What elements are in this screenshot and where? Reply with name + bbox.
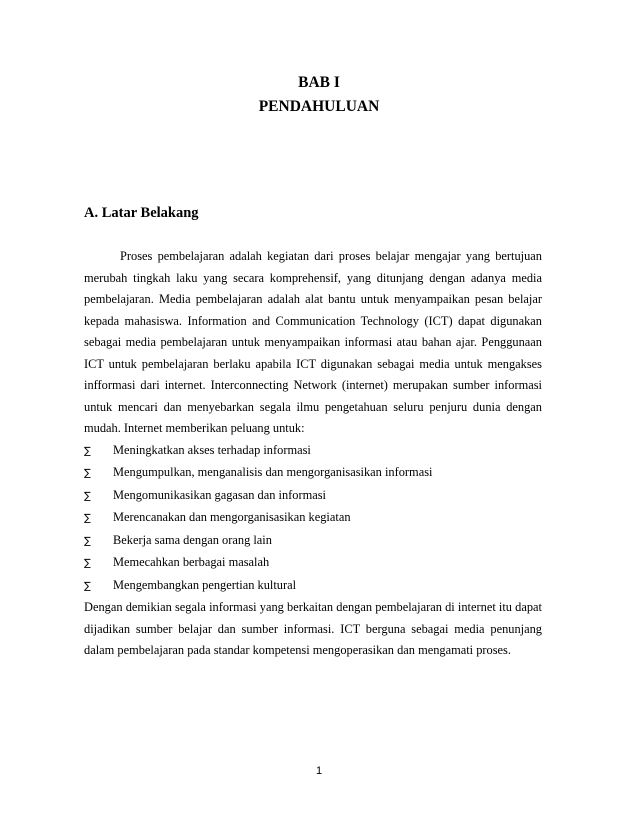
list-item: [84, 552, 542, 575]
bullet-icon: ∑: [84, 490, 91, 502]
list-item: [84, 507, 542, 530]
closing-paragraph: Dengan demikian segala informasi yang berkaitan dengan pembelajaran di internet itu dapat dijadikan sumber belajar dan sumber informasi. ICT berguna sebagai media penunjang dalam pembelajaran pada standar kompetensi mengoperasikan dan mengamati proses.: [84, 600, 542, 657]
chapter-title: PENDAHULUAN: [258, 98, 380, 115]
list-item-text: Memecahkan berbagai masalah: [113, 555, 270, 569]
list-item: [84, 462, 542, 485]
chapter-number: BAB I: [298, 74, 340, 91]
bullet-icon: ∑: [84, 535, 91, 547]
intro-paragraph: Proses pembelajaran adalah kegiatan dari proses belajar mengajar yang bertujuan merubah tingkah laku yang secara komprehensif, yang ditunjang dengan adanya media pembelajaran. Media pembelajaran adalah alat bantu untuk menyampaikan pesan belajar kepada mahasiswa. Information and Communication Technology (ICT) dapat digunakan sebagai media pembelajaran untuk menyampaikan informasi atau bahan ajar. Penggunaan ICT untuk pembelajaran berlaku apabila ICT digunakan sebagai media untuk mengakses infformasi dari internet. Interconnecting Network (internet) merupakan sumber informasi untuk mencari dan menyebarkan segala ilmu pengetahuan seluru penjuru dunia dengan mudah. Internet memberikan peluang untuk:: [84, 249, 542, 435]
list-item: [84, 485, 542, 508]
list-item: [84, 575, 542, 598]
bullet-icon: ∑: [84, 468, 91, 479]
list-item: [84, 530, 542, 553]
list-item: [84, 440, 542, 463]
list-item-text: Mengembangkan pengertian kultural: [113, 577, 297, 592]
page-number: 1: [315, 765, 323, 777]
body-text: [84, 246, 542, 662]
list-item-text: Merencanakan dan mengorganisasikan kegiatan: [113, 510, 351, 524]
bullet-icon: ∑: [84, 580, 91, 592]
bullet-list: [84, 440, 542, 598]
list-item-text: Bekerja sama dengan orang lain: [113, 532, 272, 547]
list-item-text: Meningkatkan akses terhadap informasi: [113, 442, 311, 457]
section-heading: A. Latar Belakang: [84, 205, 199, 221]
list-item-text: Mengomunikasikan gagasan dan informasi: [113, 487, 327, 502]
list-item-text: Mengumpulkan, menganalisis dan mengorganisasikan informasi: [113, 465, 433, 479]
bullet-icon: ∑: [84, 558, 91, 569]
bullet-icon: ∑: [84, 445, 91, 457]
bullet-icon: ∑: [84, 513, 91, 524]
